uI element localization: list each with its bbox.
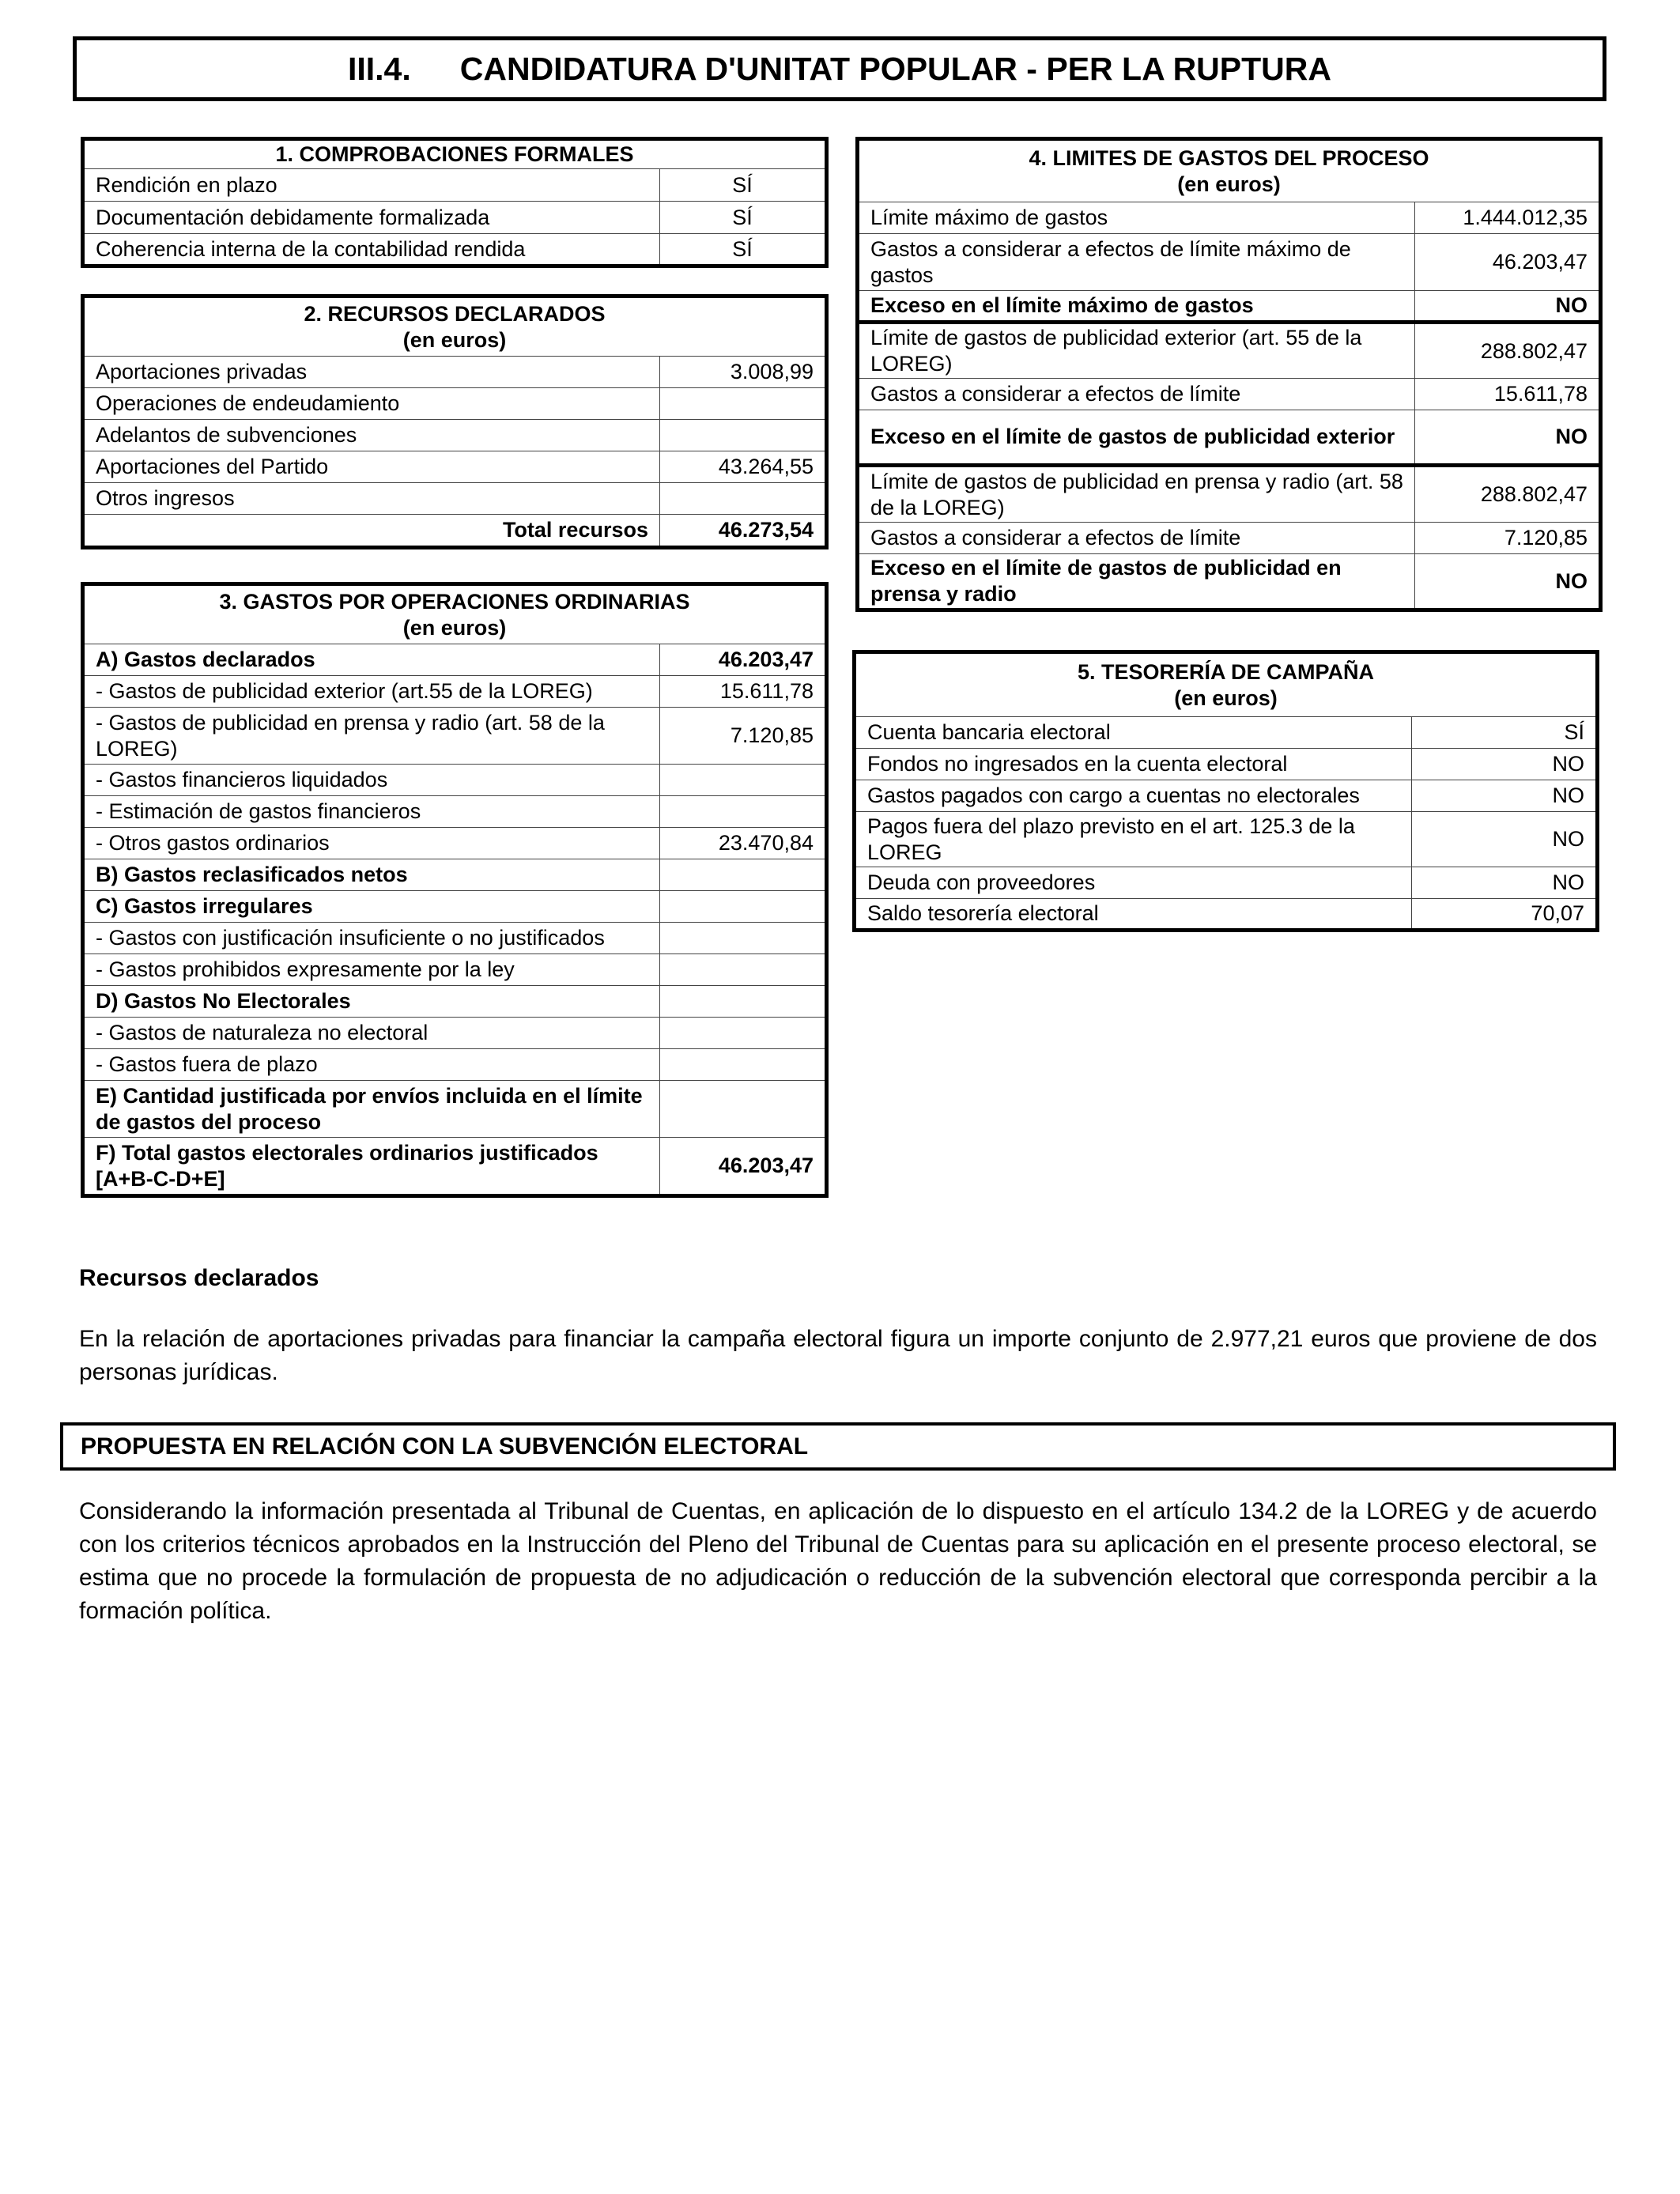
propuesta-heading: PROPUESTA EN RELACIÓN CON LA SUBVENCIÓN ELECTORAL — [81, 1433, 809, 1460]
row-value: 46.203,47 — [1415, 234, 1601, 291]
table-row — [855, 899, 1598, 931]
section-title — [73, 36, 1606, 101]
row-label: C) Gastos irregulares — [83, 891, 660, 923]
table-row — [83, 1018, 827, 1049]
table-row — [83, 357, 827, 388]
table-row — [83, 796, 827, 828]
row-label: A) Gastos declarados — [83, 644, 660, 676]
row-label: Saldo tesorería electoral — [855, 899, 1412, 931]
table-row — [855, 717, 1598, 749]
section-number: III.4. — [347, 50, 411, 87]
table-row — [83, 451, 827, 483]
row-value — [660, 1081, 827, 1138]
row-value — [660, 388, 827, 420]
row-label: Límite de gastos de publicidad en prensa y radio (art. 58 de la LOREG) — [858, 466, 1415, 523]
row-value: 1.444.012,35 — [1415, 202, 1601, 234]
recursos-declarados-table — [81, 294, 829, 549]
table-row — [83, 986, 827, 1018]
table-row — [858, 202, 1601, 234]
table-row — [858, 379, 1601, 410]
row-value: NO — [1415, 410, 1601, 466]
row-value: 70,07 — [1412, 899, 1598, 931]
row-value — [660, 483, 827, 515]
table-header-title: 2. RECURSOS DECLARADOS — [304, 301, 606, 326]
row-label: Pagos fuera del plazo previsto en el art. 125.3 de la LOREG — [855, 812, 1412, 867]
table-row — [83, 483, 827, 515]
row-label: Adelantos de subvenciones — [83, 420, 660, 451]
table-row — [83, 202, 827, 234]
table-header-units: (en euros) — [1177, 172, 1281, 196]
row-value: NO — [1412, 749, 1598, 780]
row-value: 7.120,85 — [660, 708, 827, 765]
row-value: 23.470,84 — [660, 828, 827, 859]
table-row — [83, 388, 827, 420]
row-value: 288.802,47 — [1415, 323, 1601, 379]
row-label: Gastos pagados con cargo a cuentas no electorales — [855, 780, 1412, 812]
table-header — [855, 652, 1598, 717]
table-row — [858, 523, 1601, 554]
table-row — [83, 1049, 827, 1081]
row-value: 15.611,78 — [660, 676, 827, 708]
row-value: SÍ — [1412, 717, 1598, 749]
row-label: Deuda con proveedores — [855, 867, 1412, 899]
row-label: Gastos a considerar a efectos de límite — [858, 379, 1415, 410]
table-row — [83, 644, 827, 676]
row-label: - Gastos financieros liquidados — [83, 765, 660, 796]
row-value: NO — [1415, 291, 1601, 323]
table-row — [83, 676, 827, 708]
row-label: B) Gastos reclasificados netos — [83, 859, 660, 891]
table-row — [83, 954, 827, 986]
row-value — [660, 1018, 827, 1049]
row-label: - Gastos prohibidos expresamente por la ley — [83, 954, 660, 986]
row-value: SÍ — [660, 169, 827, 202]
row-value: SÍ — [660, 234, 827, 266]
row-value — [660, 954, 827, 986]
row-value: SÍ — [660, 202, 827, 234]
row-label: Otros ingresos — [83, 483, 660, 515]
row-label: Cuenta bancaria electoral — [855, 717, 1412, 749]
limites-gastos-table — [855, 137, 1603, 612]
table-header-units: (en euros) — [402, 615, 507, 640]
table-header — [858, 139, 1601, 202]
table-row — [858, 554, 1601, 610]
table-header-title: 4. LIMITES DE GASTOS DEL PROCESO — [1029, 145, 1429, 170]
table-row — [83, 1081, 827, 1138]
row-value: 15.611,78 — [1415, 379, 1601, 410]
row-value: NO — [1412, 867, 1598, 899]
row-label: - Gastos fuera de plazo — [83, 1049, 660, 1081]
row-label: - Estimación de gastos financieros — [83, 796, 660, 828]
row-value — [660, 986, 827, 1018]
row-label: - Gastos con justificación insuficiente o no justificados — [83, 923, 660, 954]
section-title-text: CANDIDATURA D'UNITAT POPULAR - PER LA RUPTURA — [459, 50, 1332, 87]
row-label: - Gastos de naturaleza no electoral — [83, 1018, 660, 1049]
row-value: 46.203,47 — [660, 644, 827, 676]
table-row — [858, 466, 1601, 523]
table-header-title: 3. GASTOS POR OPERACIONES ORDINARIAS — [219, 589, 690, 614]
row-value: NO — [1412, 780, 1598, 812]
table-row — [855, 780, 1598, 812]
row-label: Operaciones de endeudamiento — [83, 388, 660, 420]
table-header-title: 5. TESORERÍA DE CAMPAÑA — [1077, 659, 1375, 684]
table-row — [858, 323, 1601, 379]
table-row — [858, 410, 1601, 466]
row-label: D) Gastos No Electorales — [83, 986, 660, 1018]
row-value: 43.264,55 — [660, 451, 827, 483]
row-label: Exceso en el límite máximo de gastos — [858, 291, 1415, 323]
row-label: Coherencia interna de la contabilidad rendida — [83, 234, 660, 266]
total-value: 46.273,54 — [660, 515, 827, 548]
row-label: Aportaciones privadas — [83, 357, 660, 388]
total-label: Total recursos — [83, 515, 660, 548]
table-header-units: (en euros) — [402, 327, 507, 352]
total-row — [83, 515, 827, 548]
table-row — [855, 812, 1598, 867]
table-row — [83, 891, 827, 923]
table-row — [83, 420, 827, 451]
row-value — [660, 923, 827, 954]
row-value: 46.203,47 — [660, 1138, 827, 1196]
table-row — [83, 859, 827, 891]
row-value — [660, 796, 827, 828]
row-label: Fondos no ingresados en la cuenta electoral — [855, 749, 1412, 780]
row-value: 288.802,47 — [1415, 466, 1601, 523]
row-value — [660, 765, 827, 796]
row-label: Rendición en plazo — [83, 169, 660, 202]
table-row — [83, 828, 827, 859]
table-row — [855, 749, 1598, 780]
row-value: NO — [1412, 812, 1598, 867]
row-label: Gastos a considerar a efectos de límite máximo de gastos — [858, 234, 1415, 291]
propuesta-heading-box — [60, 1422, 1616, 1471]
tesoreria-campana-table — [852, 650, 1599, 932]
row-value — [660, 891, 827, 923]
row-value — [660, 1049, 827, 1081]
row-label: Gastos a considerar a efectos de límite — [858, 523, 1415, 554]
recursos-heading: Recursos declarados — [79, 1265, 319, 1291]
table-row — [83, 765, 827, 796]
row-value: 7.120,85 — [1415, 523, 1601, 554]
recursos-paragraph: En la relación de aportaciones privadas para financiar la campaña electoral figura un importe conjunto de 2.977,21 euros que proviene de dos personas jurídicas. — [79, 1326, 1597, 1385]
table-row — [83, 708, 827, 765]
gastos-ordinarios-table — [81, 582, 829, 1198]
table-header — [83, 296, 827, 357]
table-row — [83, 1138, 827, 1196]
row-label: Límite de gastos de publicidad exterior (art. 55 de la LOREG) — [858, 323, 1415, 379]
table-row — [858, 234, 1601, 291]
row-label: Documentación debidamente formalizada — [83, 202, 660, 234]
row-value — [660, 859, 827, 891]
row-label: E) Cantidad justificada por envíos incluida en el límite de gastos del proceso — [83, 1081, 660, 1138]
row-value: NO — [1415, 554, 1601, 610]
row-value: 3.008,99 — [660, 357, 827, 388]
table-row — [855, 867, 1598, 899]
row-label: F) Total gastos electorales ordinarios justificados [A+B-C-D+E] — [83, 1138, 660, 1196]
table-header: 1. COMPROBACIONES FORMALES — [83, 139, 827, 169]
row-label: Exceso en el límite de gastos de publicidad exterior — [858, 410, 1415, 466]
row-label: - Gastos de publicidad exterior (art.55 de la LOREG) — [83, 676, 660, 708]
table-header-units: (en euros) — [1174, 685, 1278, 710]
row-label: - Gastos de publicidad en prensa y radio (art. 58 de la LOREG) — [83, 708, 660, 765]
table-row — [83, 234, 827, 266]
row-label: Aportaciones del Partido — [83, 451, 660, 483]
propuesta-paragraph: Considerando la información presentada al Tribunal de Cuentas, en aplicación de lo dispuesto en el artículo 134.2 de la LOREG y de acuerdo con los criterios técnicos aprobados en la Instrucción del Pleno del Tribunal de Cuentas para su aplicación en el presente proceso electoral, se estima que no procede la formulación de propuesta de no adjudicación o reducción de la subvención electoral que corresponda percibir a la formación política. — [79, 1498, 1597, 1624]
table-row — [858, 291, 1601, 323]
row-value — [660, 420, 827, 451]
row-label: Límite máximo de gastos — [858, 202, 1415, 234]
comprobaciones-formales-table — [81, 137, 829, 268]
table-header — [83, 584, 827, 644]
table-row — [83, 923, 827, 954]
table-row — [83, 169, 827, 202]
row-label: - Otros gastos ordinarios — [83, 828, 660, 859]
row-label: Exceso en el límite de gastos de publicidad en prensa y radio — [858, 554, 1415, 610]
